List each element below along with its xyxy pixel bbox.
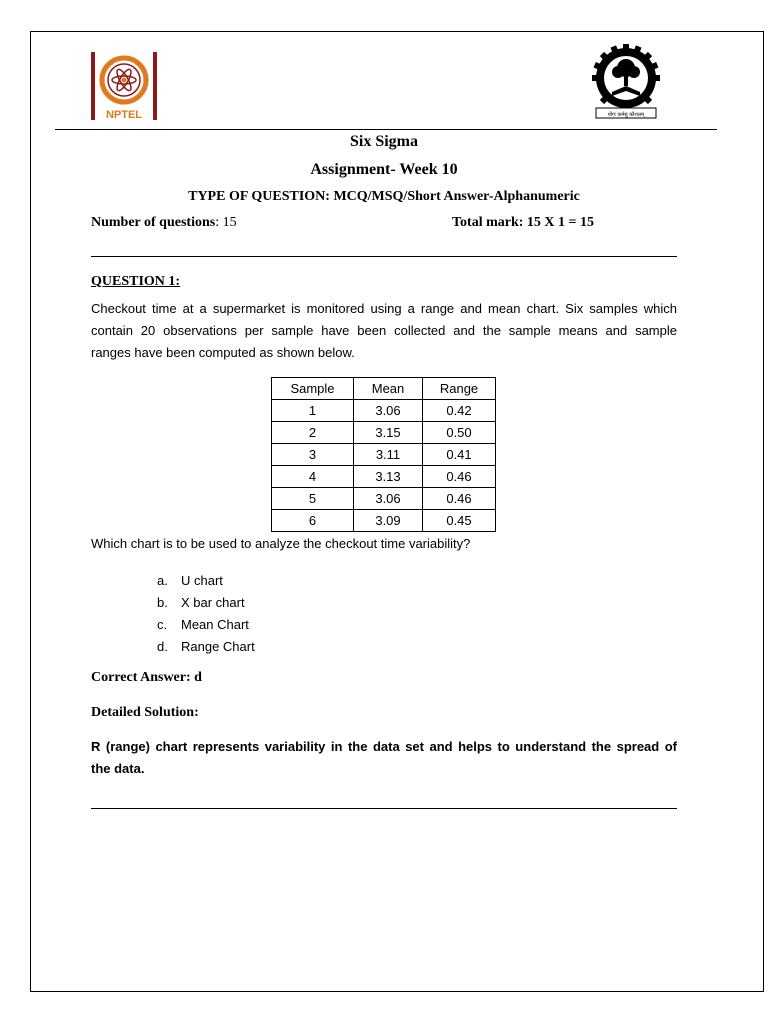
option-text: U chart <box>181 573 223 588</box>
table-row <box>272 400 496 422</box>
solution-heading: Detailed Solution: <box>91 705 199 720</box>
question-text-line: contain 20 observations per sample have been collected and the sample means and sample <box>91 323 677 338</box>
table-cell: 3.11 <box>354 444 423 466</box>
table-cell: 3.09 <box>354 510 423 532</box>
table-header-range: Range <box>423 378 496 400</box>
option-item <box>157 636 255 658</box>
course-title: Six Sigma <box>349 133 418 150</box>
number-of-questions-label: Number of questions <box>91 215 216 230</box>
table-row <box>272 422 496 444</box>
option-item <box>157 614 255 636</box>
number-of-questions-value: : 15 <box>215 215 237 230</box>
table-cell: 3 <box>272 444 354 466</box>
number-of-questions <box>91 215 237 231</box>
table-cell: 3.15 <box>354 422 423 444</box>
answer-options <box>157 570 255 658</box>
table-cell: 1 <box>272 400 354 422</box>
table-cell: 0.46 <box>423 466 496 488</box>
table-cell: 3.13 <box>354 466 423 488</box>
sample-data-table <box>271 377 496 532</box>
table-cell: 5 <box>272 488 354 510</box>
table-cell: 3.06 <box>354 488 423 510</box>
option-item <box>157 570 255 592</box>
table-cell: 0.50 <box>423 422 496 444</box>
option-text: Mean Chart <box>181 617 249 632</box>
table-row <box>272 444 496 466</box>
table-row <box>272 466 496 488</box>
nptel-logo-text: NPTEL <box>105 109 143 121</box>
table-cell: 2 <box>272 422 354 444</box>
table-header-sample: Sample <box>272 378 354 400</box>
question-text-line: ranges have been computed as shown below. <box>91 345 355 360</box>
option-text: Range Chart <box>181 639 255 654</box>
option-item <box>157 592 255 614</box>
table-cell: 3.06 <box>354 400 423 422</box>
table-cell: 4 <box>272 466 354 488</box>
table-cell: 0.42 <box>423 400 496 422</box>
solution-text-line: the data. <box>91 761 145 776</box>
option-letter: c. <box>157 617 168 632</box>
solution-text <box>91 736 677 780</box>
section-divider <box>91 808 677 809</box>
assignment-title: Assignment- Week 10 <box>310 161 458 178</box>
question-text-line: Checkout time at a supermarket is monitored using a range and mean chart. Six samples which <box>91 301 677 316</box>
table-header-mean: Mean <box>354 378 423 400</box>
total-mark: Total mark: 15 X 1 = 15 <box>452 215 595 230</box>
table-cell: 0.45 <box>423 510 496 532</box>
question-type: TYPE OF QUESTION: MCQ/MSQ/Short Answer-Alphanumeric <box>188 189 580 204</box>
nptel-logo <box>91 52 157 122</box>
table-row <box>272 488 496 510</box>
option-letter: d. <box>157 639 168 654</box>
table-cell: 6 <box>272 510 354 532</box>
question-prompt: Which chart is to be used to analyze the checkout time variability? <box>91 536 471 551</box>
table-header-row <box>272 378 496 400</box>
question-heading: QUESTION 1: <box>91 274 181 289</box>
iit-kharagpur-emblem <box>590 44 662 122</box>
table-cell: 0.41 <box>423 444 496 466</box>
option-letter: a. <box>157 573 168 588</box>
section-divider <box>91 256 677 257</box>
table-row <box>272 510 496 532</box>
iit-logo-motto: योगः कर्मसु कौशलम् <box>607 112 645 118</box>
question-text <box>91 298 677 364</box>
table-cell: 0.46 <box>423 488 496 510</box>
option-letter: b. <box>157 595 168 610</box>
solution-text-line: R (range) chart represents variability in the data set and helps to understand the spread of <box>91 739 677 754</box>
correct-answer: Correct Answer: d <box>91 670 202 685</box>
header-rule <box>55 129 717 130</box>
option-text: X bar chart <box>181 595 245 610</box>
